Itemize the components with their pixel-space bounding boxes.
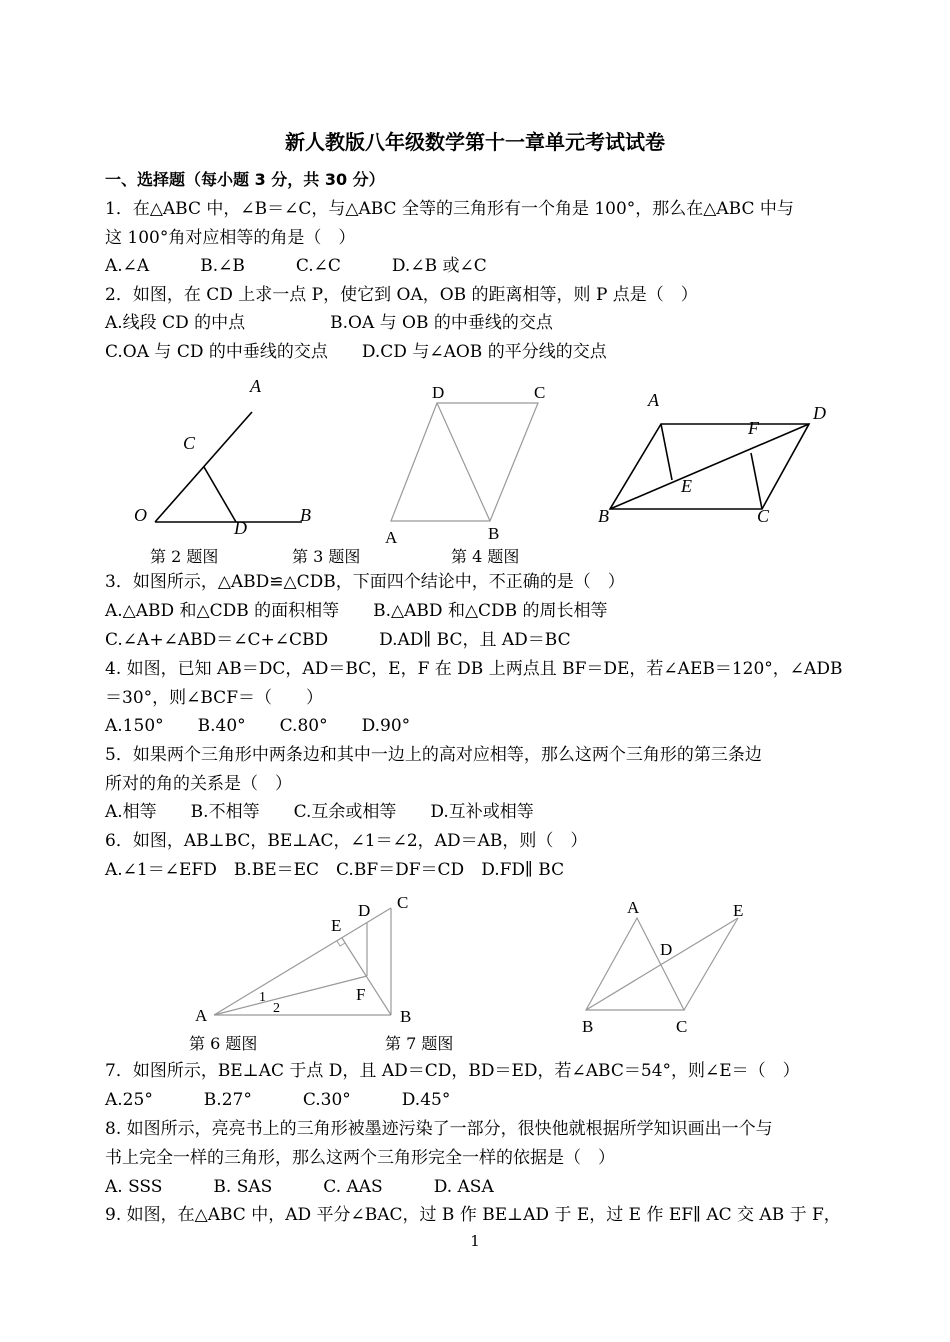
page-number: 1 [470,1232,480,1250]
fig3-label-c: C [534,383,546,402]
caption-fig3: 第 3 题图 [292,547,361,566]
figure-q4 [590,385,840,535]
q1-line2: 这 100°角对应相等的角是（ ） [105,228,356,248]
fig4-label-b: B [598,506,609,526]
q8-line2: 书上完全一样的三角形，那么这两个三角形完全一样的依据是（ ） [105,1148,615,1168]
figure-q2 [120,370,340,540]
q6-options: A.∠1＝∠EFD B.BE＝EC C.BF＝DF＝CD D.FD∥ BC [105,860,565,880]
q2-options-ab: A.线段 CD 的中点 B.OA 与 OB 的中垂线的交点 [105,313,553,333]
q3-options-ab: A.△ABD 和△CDB 的面积相等 B.△ABD 和△CDB 的周长相等 [105,601,608,621]
q6-stem: 6．如图，AB⊥BC，BE⊥AC，∠1＝∠2，AD＝AB，则（ ） [105,831,588,851]
caption-fig7: 第 7 题图 [385,1034,454,1053]
fig6-label-1: 1 [259,990,266,1005]
fig7-label-c: C [676,1017,688,1036]
q5-line2: 所对的角的关系是（ ） [105,774,292,794]
fig4-label-f: F [748,418,759,438]
q3-options-cd: C.∠A+∠ABD＝∠C+∠CBD D.AD∥ BC，且 AD＝BC [105,630,571,650]
q9-line1: 9. 如图，在△ABC 中，AD 平分∠BAC，过 B 作 BE⊥AD 于 E，过 E 作 EF∥ AC 交 AB 于 F， [105,1205,841,1225]
q8-options: A. SSS B. SAS C. AAS D. ASA [105,1177,494,1197]
q8-line1: 8. 如图所示，亮亮书上的三角形被墨迹污染了一部分，很快他就根据所学知识画出一个与 [105,1119,773,1139]
fig3-label-a: A [385,528,398,547]
q5-options: A.相等 B.不相等 C.互余或相等 D.互补或相等 [105,802,534,822]
fig2-label-b: B [300,505,311,525]
q5-line1: 5．如果两个三角形中两条边和其中一边上的高对应相等，那么这两个三角形的第三条边 [105,745,762,765]
q7-stem: 7．如图所示，BE⊥AC 于点 D，且 AD＝CD，BD＝ED，若∠ABC＝54°，则∠E＝（ ） [105,1061,800,1081]
fig7-label-d: D [660,940,673,959]
section-heading: 一、选择题（每小题 3 分，共 30 分） [105,170,385,189]
caption-fig2: 第 2 题图 [150,547,219,566]
fig3-label-d: D [432,383,445,402]
fig2-label-a: A [250,376,261,396]
fig2-label-d: D [234,518,247,538]
fig4-label-d: D [813,403,826,423]
caption-fig6: 第 6 题图 [189,1034,258,1053]
fig6-label-a: A [195,1006,208,1025]
q7-options: A.25° B.27° C.30° D.45° [105,1090,451,1110]
fig4-label-c: C [757,506,770,526]
q2-stem: 2．如图，在 CD 上求一点 P，使它到 OA，OB 的距离相等，则 P 点是（ ） [105,285,698,305]
q1-options: A.∠A B.∠B C.∠C D.∠B 或∠C [105,256,487,276]
q4-line2: ＝30°，则∠BCF＝（ ） [105,688,323,708]
fig3-label-b: B [488,524,500,543]
fig6-label-f: F [356,985,366,1004]
figure-q3 [375,375,565,545]
fig4-label-e: E [681,476,692,496]
q4-line1: 4. 如图，已知 AB＝DC，AD＝BC，E，F 在 DB 上两点且 BF＝DE，若∠AEB＝120°，∠ADB [105,659,843,679]
caption-fig4: 第 4 题图 [451,547,520,566]
q3-stem: 3．如图所示，△ABD≌△CDB，下面四个结论中，不正确的是（ ） [105,572,625,592]
fig2-label-c: C [183,433,196,453]
fig2-label-o: O [134,505,147,525]
fig7-label-e: E [733,901,744,920]
fig4-label-a: A [648,390,659,410]
fig7-label-b: B [582,1017,594,1036]
figure-q6 [190,888,430,1028]
page-title: 新人教版八年级数学第十一章单元考试试卷 [285,130,665,154]
q4-options: A.150° B.40° C.80° D.90° [105,716,411,736]
fig6-label-d: D [358,901,371,920]
fig6-label-e: E [331,916,342,935]
fig6-label-b: B [400,1007,412,1026]
fig7-label-a: A [627,898,640,917]
fig6-label-c: C [397,893,409,912]
q2-options-cd: C.OA 与 CD 的中垂线的交点 D.CD 与∠AOB 的平分线的交点 [105,342,607,362]
q1-line1: 1．在△ABC 中，∠B＝∠C，与△ABC 全等的三角形有一个角是 100°，那么在△ABC 中与 [105,199,794,219]
figure-q7 [570,893,770,1038]
fig6-label-2: 2 [273,1001,280,1016]
